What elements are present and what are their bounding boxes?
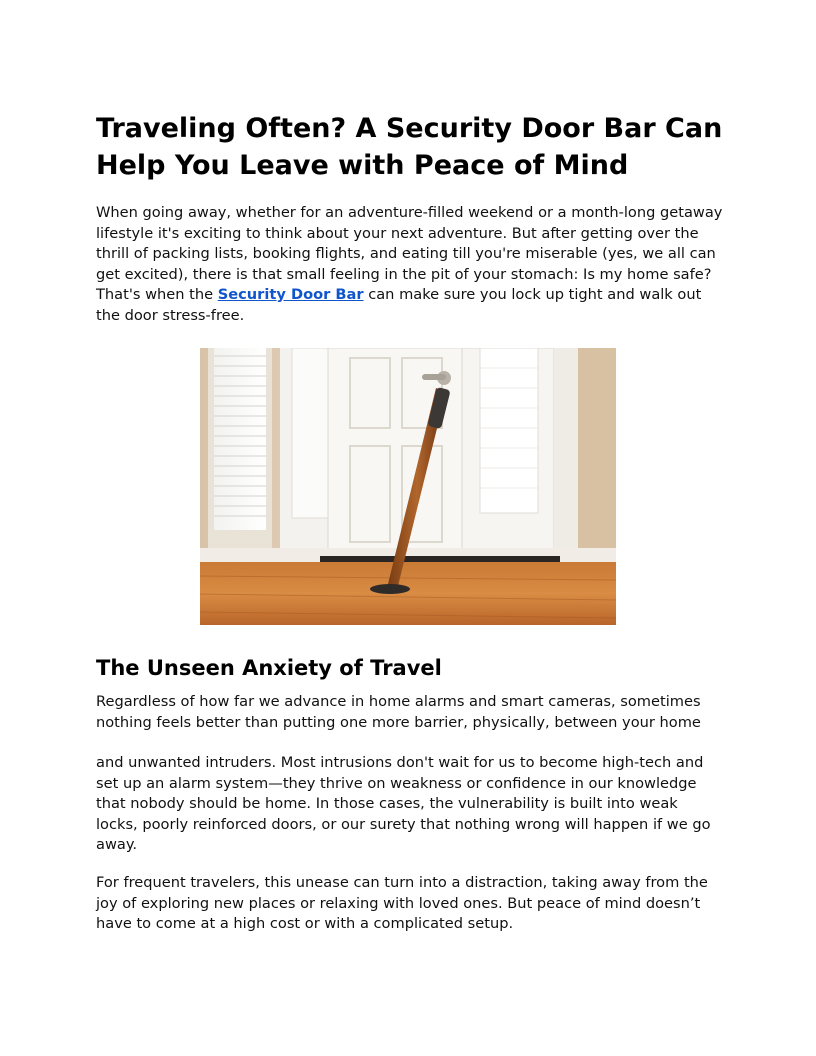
door-bar-photo bbox=[200, 348, 616, 625]
intro-paragraph bbox=[96, 203, 724, 326]
security-door-bar-link[interactable]: Security Door Bar bbox=[217, 286, 364, 303]
section-paragraph-2: For frequent travelers, this unease can turn into a distraction, taking away from the joy of exploring new places or relaxing with loved ones. But peace of mind doesn’t have to come at a high cost or with a complicated setup. bbox=[96, 874, 708, 932]
section-paragraph-1-part-1: Regardless of how far we advance in home alarms and smart cameras, sometimes nothing feels better than putting one more barrier, physically, between your home bbox=[96, 693, 701, 731]
section-paragraph-1-part-2: and unwanted intruders. Most intrusions don't wait for us to become high-tech and set up an alarm system—they thrive on weakness or confidence in our knowledge that nobody should be home. In those cases, the vulnerability is built into weak locks, poorly reinforced doors, or our surety that nothing wrong will happen if we go away. bbox=[96, 754, 711, 853]
intro-text-before-link: When going away, whether for an adventure-filled weekend or a month-long getaway lifestyle it's exciting to think about your next adventure. But after getting over the thrill of packing lists, booking flights, and eating till you're miserable (yes, we all can get excited), there is that small feeling in the pit of your stomach: Is my home safe? That's when the bbox=[96, 204, 723, 303]
intro-text-after-link: can make sure you lock up tight and walk out the door stress-free. bbox=[96, 286, 702, 324]
section-heading: The Unseen Anxiety of Travel bbox=[96, 656, 442, 680]
article-title: Traveling Often? A Security Door Bar Can Help You Leave with Peace of Mind bbox=[96, 113, 723, 181]
